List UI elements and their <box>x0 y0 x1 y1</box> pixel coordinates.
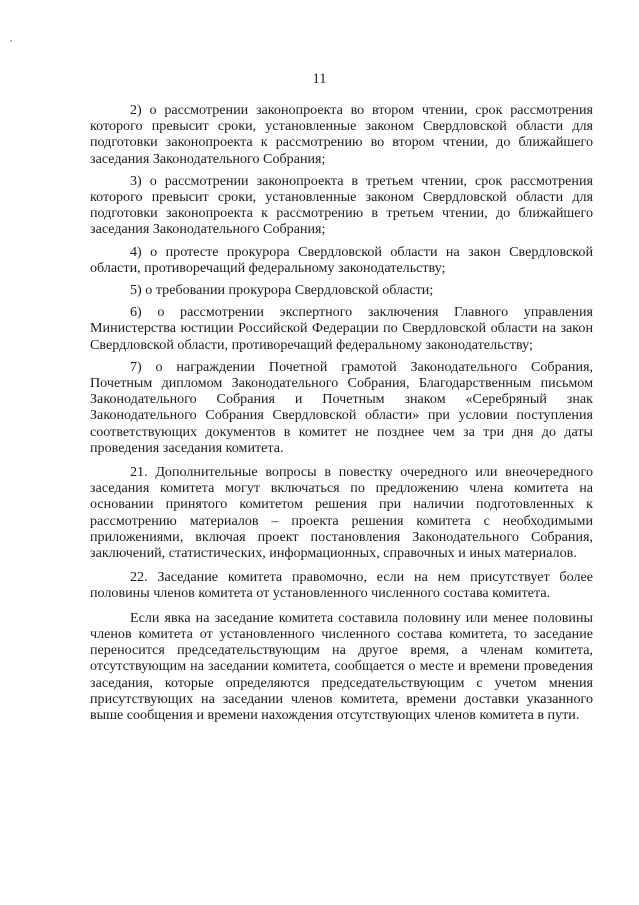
list-item-4: 4) о протесте прокурора Свердловской области на закон Свердловской области, противоречащий федеральному законодательству; <box>90 243 593 276</box>
clause-22: 22. Заседание комитета правомочно, если на нем присутствует более половины членов комитета от установленного численного состава комитета. <box>90 569 593 602</box>
page-number: 11 <box>312 71 327 87</box>
document-body <box>90 102 593 729</box>
list-item-3: 3) о рассмотрении законопроекта в третьем чтении, срок рассмотрения которого превысит сроки, установленные законом Свердловской области для подготовки законопроекта к рассмотрению в третьем чтении, до ближайшего заседания Законодательного Собрания; <box>90 172 593 238</box>
list-item-6: 6) о рассмотрении экспертного заключения Главного управления Министерства юстиции Российской Федерации по Свердловской области на закон Свердловской области, противоречащий федеральному законодательству; <box>90 304 593 353</box>
list-item-7: 7) о награждении Почетной грамотой Законодательного Собрания, Почетным дипломом Законодательного Собрания, Благодарственным письмом Законодательного Собрания и Почетным знаком «Серебряный знак Законодательного Собрания Свердловской области» при условии поступления соответствующих документов в комитет не позднее чем за три дня до даты проведения заседания комитета. <box>90 358 593 456</box>
list-item-5: 5) о требовании прокурора Свердловской области; <box>130 282 434 299</box>
scan-speck <box>10 40 12 42</box>
list-item-2: 2) о рассмотрении законопроекта во втором чтении, срок рассмотрения которого превысит сроки, установленные законом Свердловской области для подготовки законопроекта к рассмотрению во втором чтении, до ближайшего заседания Законодательного Собрания; <box>90 102 593 167</box>
clause-21: 21. Дополнительные вопросы в повестку очередного или внеочередного заседания комитета могут включаться по предложению члена комитета на основании принятого комитетом решения при наличии подготовленных к рассмотрению материалов – проекта решения комитета с необходимыми приложениями, включая проект постановления Законодательного Собрания, заключений, статистических, информационных, справочных и иных материалов. <box>90 464 593 562</box>
clause-22-continuation: Если явка на заседание комитета составила половину или менее половины членов комитета от установленного численного состава комитета, то заседание переносится председательствующим на другое время, а членам комитета, отсутствующим на заседании комитета, сообщается о месте и времени проведения заседания, которые определяются председательствующим с учетом мнения присутствующих на заседании членов комитета, времени доставки указанного выше сообщения и времени нахождения отсутствующих членов комитета в пути. <box>90 609 593 723</box>
